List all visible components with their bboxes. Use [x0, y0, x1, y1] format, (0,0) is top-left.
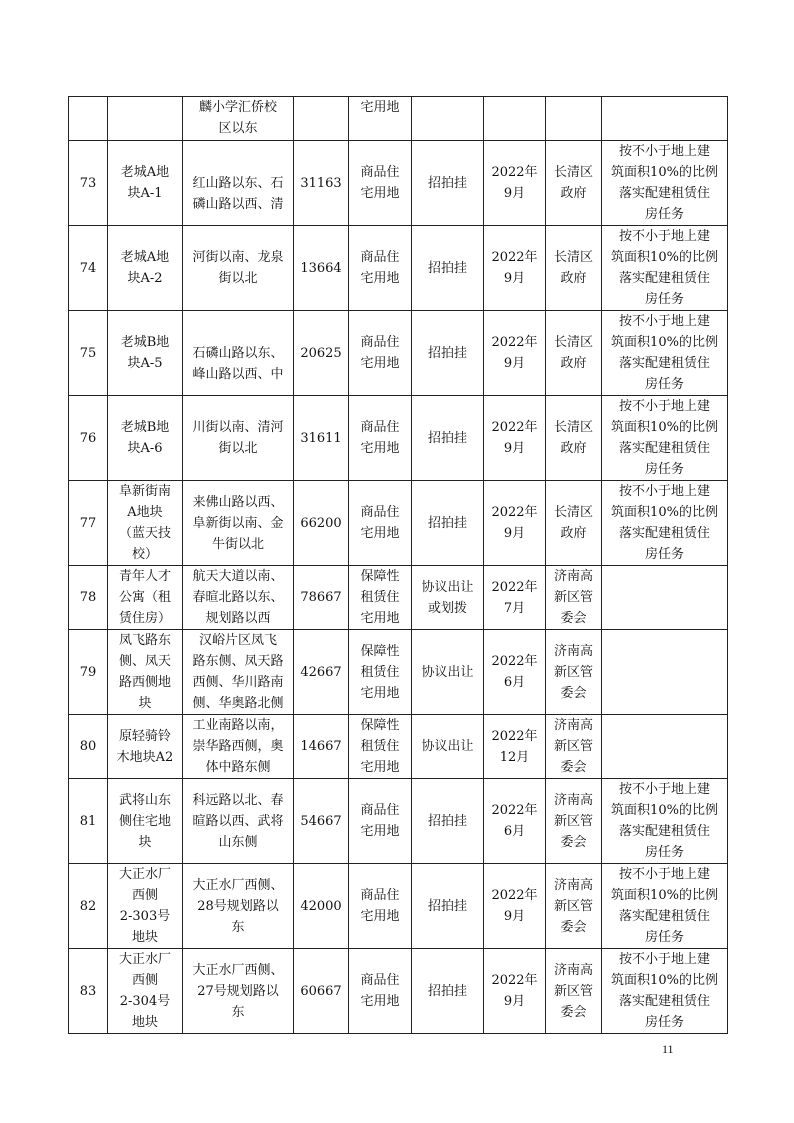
cell-org	[546, 97, 602, 141]
cell-org: 济南高 新区管 委会	[546, 779, 602, 864]
cell-location: 来佛山路以西、 阜新街以南、金 牛街以北	[183, 481, 294, 566]
cell-org: 长清区 政府	[546, 141, 602, 226]
cell-method	[412, 97, 484, 141]
cell-note: 按不小于地上建 筑面积10%的比例 落实配建租赁住 房任务	[602, 396, 728, 481]
cell-area: 42667	[294, 630, 349, 715]
cell-use: 保障性 租赁住 宅用地	[349, 715, 412, 779]
table-row	[69, 481, 728, 566]
page-number: 11	[662, 1042, 674, 1056]
cell-location: 汉峪片区凤飞 路东侧、凤天路 西侧、华川路南 侧、华奥路北侧	[183, 630, 294, 715]
cell-time: 2022年 6月	[484, 630, 546, 715]
cell-method: 招拍挂	[412, 949, 484, 1034]
cell-name: 阜新街南 A地块 （蓝天技 校）	[108, 481, 183, 566]
cell-method: 招拍挂	[412, 481, 484, 566]
cell-area	[294, 97, 349, 141]
cell-note	[602, 97, 728, 141]
cell-time: 2022年 9月	[484, 141, 546, 226]
cell-location: 大正水厂西侧、 27号规划路以 东	[183, 949, 294, 1034]
cell-method: 招拍挂	[412, 141, 484, 226]
cell-org: 济南高 新区管 委会	[546, 566, 602, 630]
table-row	[69, 864, 728, 949]
cell-name	[108, 97, 183, 141]
cell-method: 招拍挂	[412, 226, 484, 311]
table-row	[69, 311, 728, 396]
cell-no: 76	[69, 396, 108, 481]
cell-use: 商品住 宅用地	[349, 864, 412, 949]
cell-time: 2022年 12月	[484, 715, 546, 779]
cell-note: 按不小于地上建 筑面积10%的比例 落实配建租赁住 房任务	[602, 226, 728, 311]
cell-name: 老城A地 块A-1	[108, 141, 183, 226]
cell-name: 老城B地 块A-5	[108, 311, 183, 396]
cell-method: 协议出让	[412, 630, 484, 715]
cell-use: 商品住 宅用地	[349, 226, 412, 311]
cell-location: 航天大道以南、 春暄北路以东、 规划路以西	[183, 566, 294, 630]
cell-org: 长清区 政府	[546, 311, 602, 396]
table-row	[69, 715, 728, 779]
cell-time: 2022年 9月	[484, 311, 546, 396]
cell-no: 80	[69, 715, 108, 779]
cell-note: 按不小于地上建 筑面积10%的比例 落实配建租赁住 房任务	[602, 949, 728, 1034]
cell-note: 按不小于地上建 筑面积10%的比例 落实配建租赁住 房任务	[602, 481, 728, 566]
cell-no: 73	[69, 141, 108, 226]
table-row	[69, 396, 728, 481]
cell-location: 川街以南、清河 街以北	[183, 396, 294, 481]
cell-note: 按不小于地上建 筑面积10%的比例 落实配建租赁住 房任务	[602, 779, 728, 864]
cell-time: 2022年 6月	[484, 779, 546, 864]
cell-method: 招拍挂	[412, 396, 484, 481]
cell-note	[602, 630, 728, 715]
cell-use: 商品住 宅用地	[349, 141, 412, 226]
cell-method: 招拍挂	[412, 311, 484, 396]
cell-time: 2022年 7月	[484, 566, 546, 630]
cell-method: 协议出让	[412, 715, 484, 779]
cell-no: 83	[69, 949, 108, 1034]
cell-org: 长清区 政府	[546, 396, 602, 481]
cell-area: 20625	[294, 311, 349, 396]
cell-area: 60667	[294, 949, 349, 1034]
cell-time	[484, 97, 546, 141]
cell-method: 招拍挂	[412, 779, 484, 864]
cell-location: 麟小学汇侨校 区以东	[183, 97, 294, 141]
cell-note: 按不小于地上建 筑面积10%的比例 落实配建租赁住 房任务	[602, 864, 728, 949]
cell-note	[602, 566, 728, 630]
cell-use: 保障性 租赁住 宅用地	[349, 630, 412, 715]
cell-no: 74	[69, 226, 108, 311]
cell-use: 商品住 宅用地	[349, 779, 412, 864]
cell-name: 大正水厂 西侧 2-304号 地块	[108, 949, 183, 1034]
cell-no: 79	[69, 630, 108, 715]
cell-area: 13664	[294, 226, 349, 311]
cell-org: 长清区 政府	[546, 226, 602, 311]
cell-no: 81	[69, 779, 108, 864]
table-row-continuation	[69, 97, 728, 141]
cell-use: 保障性 租赁住 宅用地	[349, 566, 412, 630]
cell-org: 济南高 新区管 委会	[546, 630, 602, 715]
table-row	[69, 779, 728, 864]
cell-method: 招拍挂	[412, 864, 484, 949]
cell-location: 科远路以北、春 暄路以西、武将 山东侧	[183, 779, 294, 864]
cell-use: 商品住 宅用地	[349, 481, 412, 566]
cell-use: 商品住 宅用地	[349, 949, 412, 1034]
cell-area: 66200	[294, 481, 349, 566]
cell-area: 31611	[294, 396, 349, 481]
table-row	[69, 949, 728, 1034]
cell-name: 武将山东 侧住宅地 块	[108, 779, 183, 864]
cell-area: 42000	[294, 864, 349, 949]
cell-no: 75	[69, 311, 108, 396]
cell-name: 原轻骑铃 木地块A2	[108, 715, 183, 779]
cell-name: 凤飞路东 侧、凤天 路西侧地 块	[108, 630, 183, 715]
cell-location: 河街以南、龙泉 街以北	[183, 226, 294, 311]
cell-no: 78	[69, 566, 108, 630]
cell-note	[602, 715, 728, 779]
cell-use: 商品住 宅用地	[349, 396, 412, 481]
table-row	[69, 630, 728, 715]
cell-note: 按不小于地上建 筑面积10%的比例 落实配建租赁住 房任务	[602, 141, 728, 226]
cell-area: 78667	[294, 566, 349, 630]
land-supply-table	[68, 96, 728, 1034]
cell-org: 济南高 新区管 委会	[546, 715, 602, 779]
table-row	[69, 141, 728, 226]
cell-no	[69, 97, 108, 141]
cell-name: 大正水厂 西侧 2-303号 地块	[108, 864, 183, 949]
cell-name: 老城A地 块A-2	[108, 226, 183, 311]
cell-name: 老城B地 块A-6	[108, 396, 183, 481]
cell-time: 2022年 9月	[484, 396, 546, 481]
cell-time: 2022年 9月	[484, 864, 546, 949]
cell-time: 2022年 9月	[484, 949, 546, 1034]
table-row	[69, 226, 728, 311]
cell-org: 长清区 政府	[546, 481, 602, 566]
cell-location: 石磷山路以东、 峰山路以西、中	[183, 311, 294, 396]
cell-location: 红山路以东、石 磷山路以西、清	[183, 141, 294, 226]
cell-no: 77	[69, 481, 108, 566]
cell-location: 工业南路以南， 崇华路西侧，奥 体中路东侧	[183, 715, 294, 779]
cell-org: 济南高 新区管 委会	[546, 949, 602, 1034]
cell-area: 31163	[294, 141, 349, 226]
cell-area: 14667	[294, 715, 349, 779]
cell-name: 青年人才 公寓（租 赁住房）	[108, 566, 183, 630]
cell-org: 济南高 新区管 委会	[546, 864, 602, 949]
cell-note: 按不小于地上建 筑面积10%的比例 落实配建租赁住 房任务	[602, 311, 728, 396]
cell-use: 宅用地	[349, 97, 412, 141]
cell-time: 2022年 9月	[484, 481, 546, 566]
cell-no: 82	[69, 864, 108, 949]
cell-location: 大正水厂西侧、 28号规划路以 东	[183, 864, 294, 949]
cell-area: 54667	[294, 779, 349, 864]
cell-time: 2022年 9月	[484, 226, 546, 311]
cell-method: 协议出让 或划拨	[412, 566, 484, 630]
table-row	[69, 566, 728, 630]
cell-use: 商品住 宅用地	[349, 311, 412, 396]
